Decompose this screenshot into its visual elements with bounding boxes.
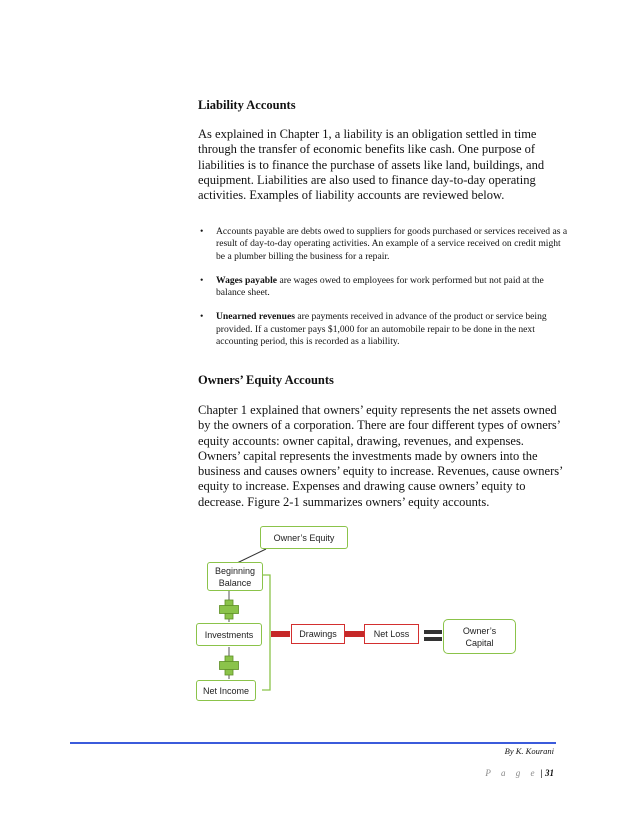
liability-intro: As explained in Chapter 1, a liability is an obligation settled in time through the transfer of economic benefits like cash. One purpose of liabilities is to finance the purchase of assets like land, buildings, and equipment. Liabilities are also used to finance day-to-day operating activities. Examples of liability accounts are reviewed below. [198,127,545,203]
bullet-text: are payments received in advance of the product or service being provided. If a customer pays $1,000 for an automobile repair to be done in the next accounting period, this is recorded as a liability. [216,311,547,348]
page-number-value: | 31 [540,768,554,778]
minus-icon [271,631,290,637]
bullet-dot: • [200,226,204,237]
bullet-text: are wages owed to employees for work performed but not paid at the balance sheet. [216,274,544,299]
equity-intro: Chapter 1 explained that owners’ equity represents the net assets owned by the owners of a corporation. There are four different types of owners’ equity accounts: owner capital, drawing, revenues, and expenses. Owners’ capital represents the investments made by owners into the business and causes owners’ equity to increase. Revenues, cause owners’ equity to increase. Expenses and drawing cause owners’ equity to decrease. Figure 2-1 summarizes owners’ equity accounts. [198,403,563,509]
author-credit: By K. Kourani [504,746,554,756]
box-label: Balance [218,577,252,588]
bracket-line [262,575,270,690]
minus-icon [345,631,364,637]
equity-heading: Owners’ Equity Accounts [198,373,334,387]
footer-divider [70,742,556,744]
page-number [485,768,554,778]
plus-icon [220,600,239,619]
bullet-dot: • [200,311,204,323]
equals-icon [424,630,442,641]
box-label: Owner’s [462,625,497,636]
box-label: Beginning [214,565,256,576]
liability-heading: Liability Accounts [198,98,296,112]
page-label: P a g e [485,768,539,778]
bullet-text: Accounts payable are debts owed to suppliers for goods purchased or services received as a result of day-to-day operating activities. An example of a service received on credit might be a plumber billing the business for a repair. [216,226,568,262]
bullet-dot: • [200,274,204,286]
bullet-term: Wages payable [216,274,278,286]
connector-line [237,549,266,563]
bullet-term: Unearned revenues [216,311,295,323]
beginning-balance-box [207,562,263,591]
drawings-box: Drawings [291,624,345,644]
owners-equity-box: Owner’s Equity [260,526,348,549]
investments-box: Investments [196,623,262,646]
net-loss-box: Net Loss [364,624,419,644]
box-label: Capital [465,637,494,648]
plus-icon [220,656,239,675]
net-income-box: Net Income [196,680,256,701]
owners-capital-box [443,619,516,654]
